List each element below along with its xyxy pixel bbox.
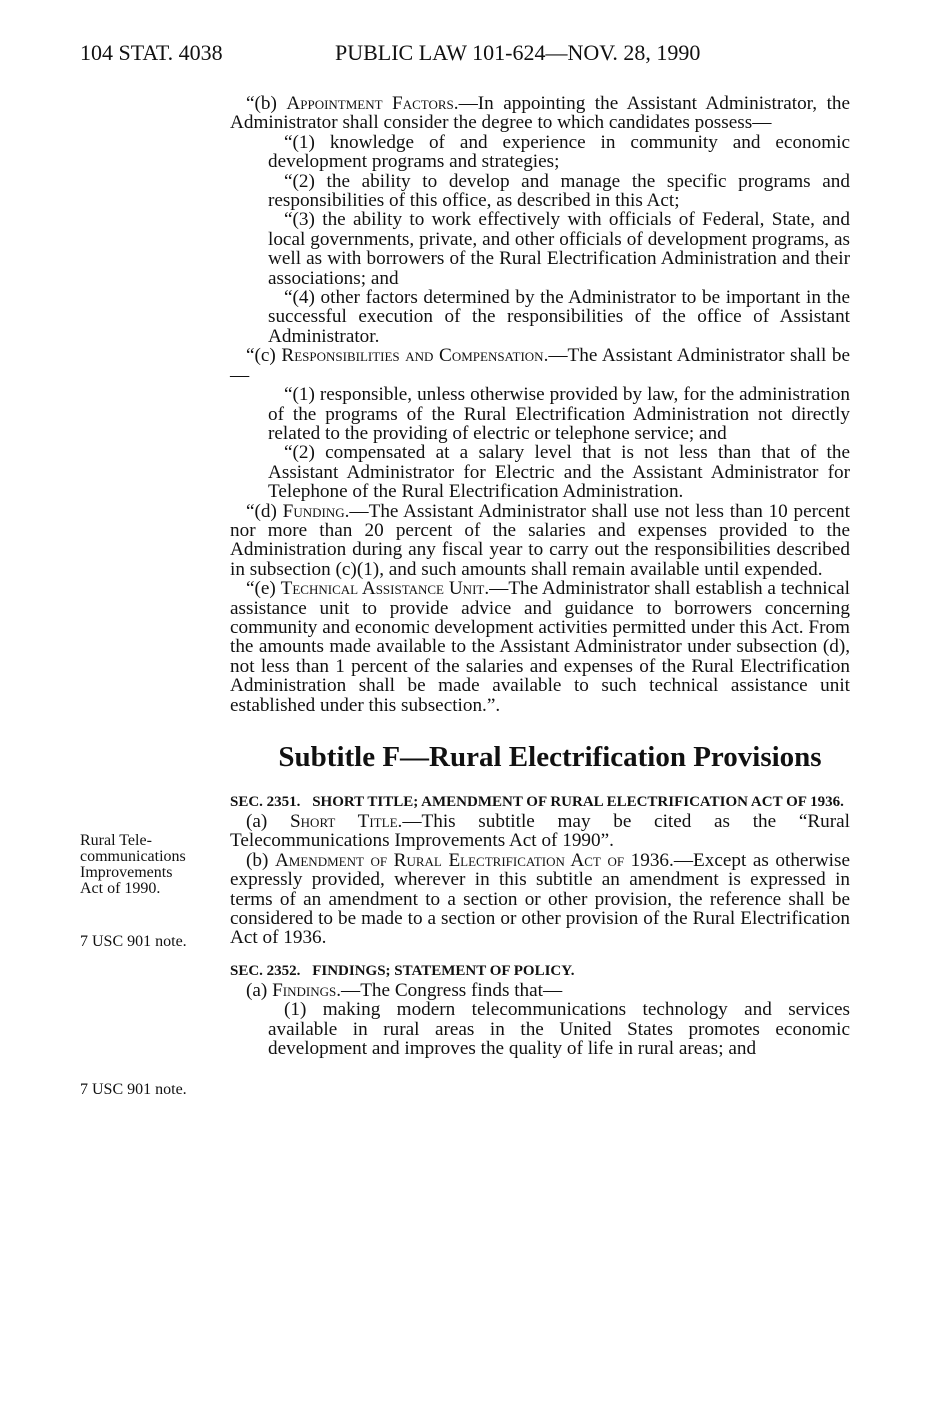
section-2352-heading: SEC. 2352. FINDINGS; STATEMENT OF POLICY. <box>230 962 575 979</box>
subsection-heading: Findings <box>272 979 337 1001</box>
margin-note-usc-2351: 7 USC 901 note. <box>80 933 187 950</box>
paragraph-b4: “(4) other factors determined by the Administrator to be important in the successful execution of the responsibilities of the office of Assistant Administrator. <box>268 287 850 347</box>
paragraph-b1: “(1) knowledge of and experience in community and economic development programs and strategies; <box>268 131 850 173</box>
paragraph-c1: “(1) responsible, unless otherwise provided by law, for the administration of the programs of the Rural Electrification Administration not directly related to the providing of electric or telephone service; and <box>268 384 850 444</box>
section-2352-a-findings: (a) Findings.—The Congress finds that— <box>246 979 563 1001</box>
paragraph-b2: “(2) the ability to develop and manage the specific programs and responsibilities of this office, as described in this Act; <box>268 170 850 212</box>
subsection-c-responsibilities: “(c) Responsibilities and Compensation.—The Assistant Administrator shall be— <box>230 345 851 386</box>
section-2351-heading: SEC. 2351. SHORT TITLE; AMENDMENT OF RURAL ELECTRIFICATION ACT OF 1936. <box>230 794 844 810</box>
subsection-heading: Short Title <box>290 811 398 832</box>
subsection-d-funding: “(d) Funding.—The Assistant Administrator shall use not less than 10 percent nor more than 20 percent of the salaries and expenses provided to the Administration during any fiscal year to carry out the responsibilities described in subsection (c)(1), and such amounts shall remain available until expended. <box>230 500 850 580</box>
subsection-b-appointment-factors: “(b) Appointment Factors.—In appointing the Assistant Administrator, the Administrator shall consider the degree to which candidates possess— <box>230 93 851 134</box>
stat-page-number: 104 STAT. 4038 <box>80 40 223 65</box>
margin-note-line: Act of 1990. <box>80 880 161 897</box>
subtitle-heading: Subtitle F—Rural Electrification Provisions <box>278 741 822 773</box>
public-law-citation: PUBLIC LAW 101-624—NOV. 28, 1990 <box>335 40 701 65</box>
section-2351-a-short-title: (a) Short Title.—This subtitle may be cited as the “Rural Telecommunications Improvements Act of 1990”. <box>230 811 851 852</box>
subsection-heading: Technical Assistance Unit <box>280 578 485 600</box>
subsection-heading: Funding <box>282 500 345 522</box>
subsection-heading: Amendment of Rural Electrification Act of 1936 <box>274 849 670 871</box>
paragraph-findings-1: (1) making modern telecommunications technology and services available in rural areas in the United States promotes economic development and improves the quality of life in rural areas; and <box>268 999 850 1060</box>
margin-note-line: communications <box>80 848 186 865</box>
margin-note-line: Improvements <box>80 864 173 881</box>
document-body <box>230 94 850 1058</box>
subsection-heading: Appointment Factors <box>286 93 454 114</box>
subsection-e-technical-assistance: “(e) Technical Assistance Unit.—The Administrator shall establish a technical assistance unit to provide advice and guidance to borrowers concerning community and economic development activities permitted under this Act. From the amounts made available to the Assistant Administrator under subsection (d), not less than 1 percent of the salaries and expenses of the Rural Electrification Administration shall be made available to such technical assistance unit established under this subsection.”. <box>230 578 850 716</box>
margin-note-short-title <box>80 833 186 897</box>
subsection-heading: Responsibilities and Compensation <box>281 345 544 367</box>
section-2351-b-amendment: (b) Amendment of Rural Electrification Act of 1936.—Except as otherwise expressly provided, wherever in this subtitle an amendment is expressed in terms of an amendment to a section or other provision, the reference shall be considered to be made to a section or other provision of the Rural Electrification Act of 1936. <box>230 849 850 949</box>
margin-note-line: Rural Tele- <box>80 832 152 849</box>
paragraph-b3: “(3) the ability to work effectively with officials of Federal, State, and local governments, private, and other officials of development programs, as well as with borrowers of the Rural Electrification Administration and their associations; and <box>268 209 850 289</box>
margin-note-usc-2352: 7 USC 901 note. <box>80 1081 187 1098</box>
paragraph-c2: “(2) compensated at a salary level that is not less than that of the Assistant Administrator for Electric and the Assistant Administrator for Telephone of the Rural Electrification Administration. <box>268 442 850 503</box>
